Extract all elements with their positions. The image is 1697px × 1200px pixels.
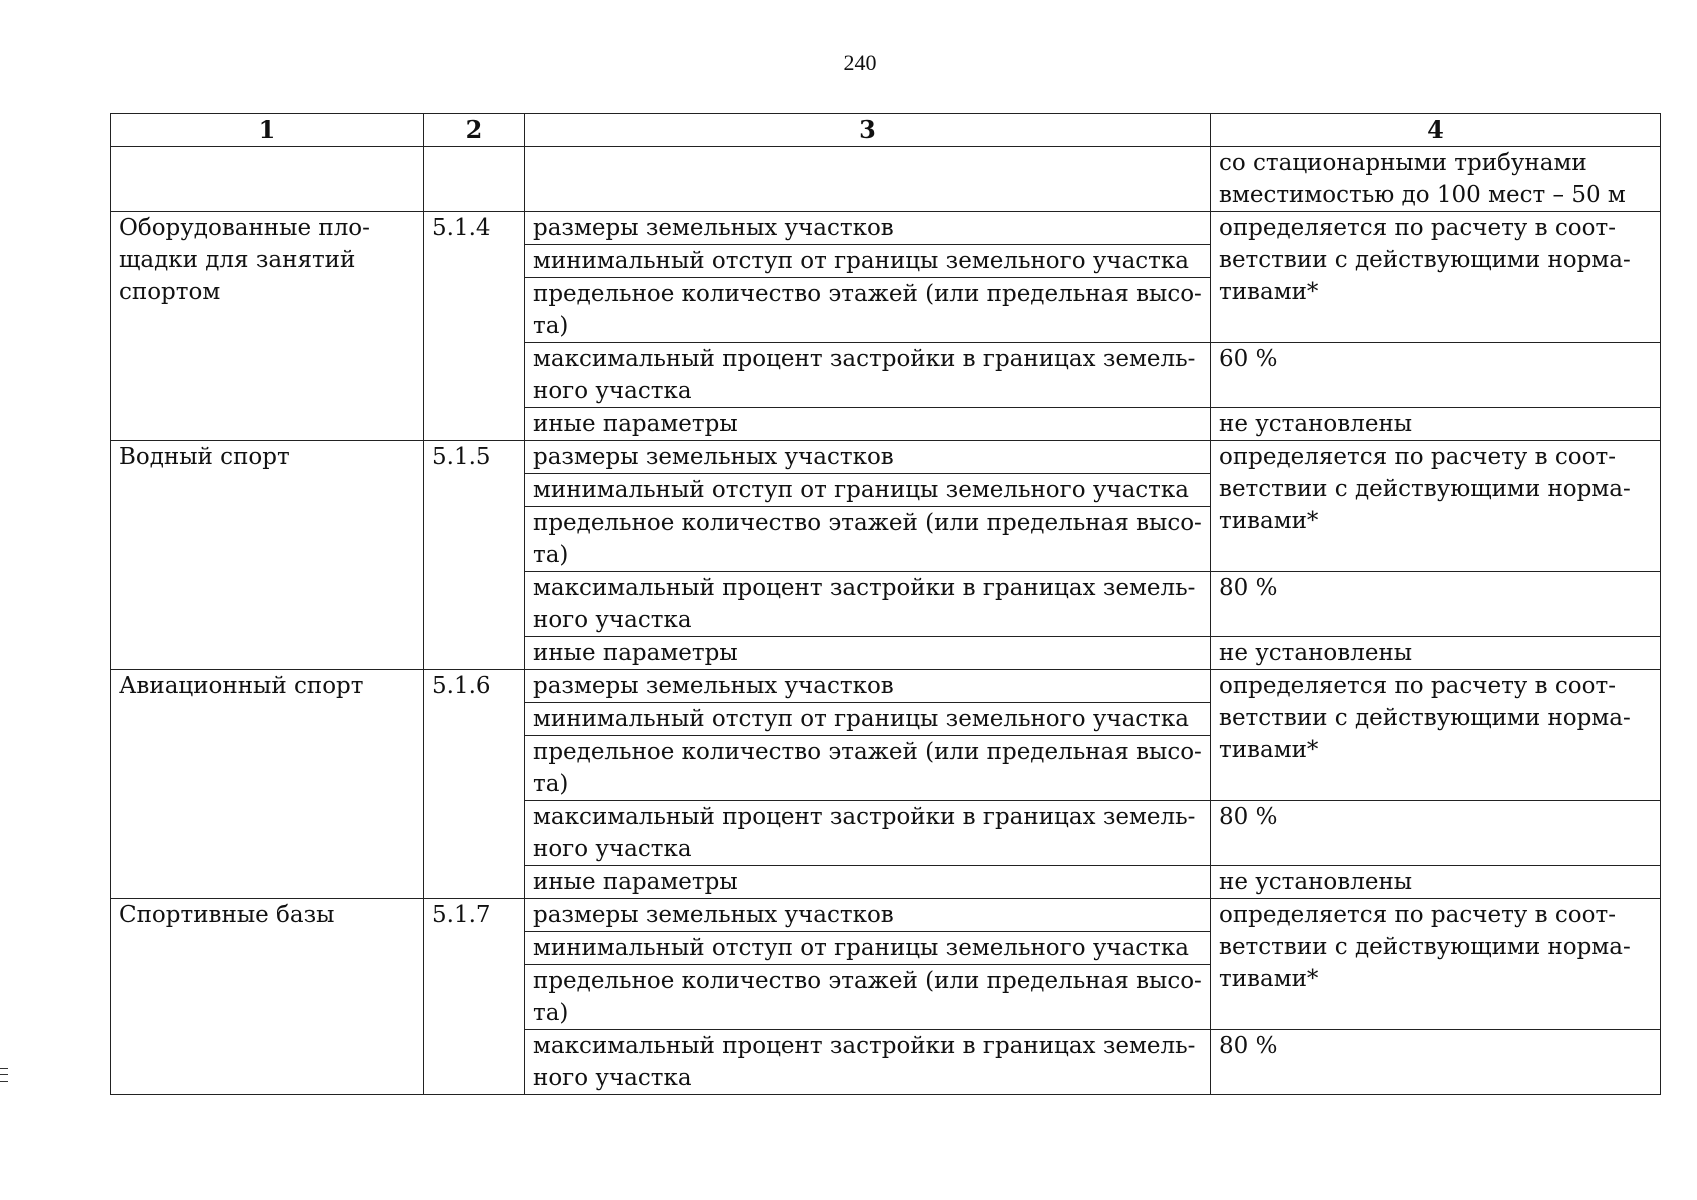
parameters-table	[110, 113, 1661, 1095]
continuation-col-1	[111, 147, 424, 212]
continuation-col-2	[424, 147, 525, 212]
param-cell: предельное количество этажей (или предельная высо-та)	[525, 736, 1211, 801]
header-col-1: 1	[111, 114, 424, 147]
table-row	[111, 670, 1661, 703]
param-cell: предельное количество этажей (или предельная высо-та)	[525, 507, 1211, 572]
continuation-col-4: со стационарными трибунами вместимостью до 100 мест – 50 м	[1211, 147, 1661, 212]
value-other: не установлены	[1211, 866, 1661, 899]
param-cell: минимальный отступ от границы земельного участка	[525, 932, 1211, 965]
value-calc: определяется по расчету в соот-ветствии с действующими норма-тивами*	[1211, 899, 1661, 1030]
table-row	[111, 899, 1661, 932]
param-cell: минимальный отступ от границы земельного участка	[525, 474, 1211, 507]
table-row	[111, 212, 1661, 245]
param-cell: максимальный процент застройки в границах земель-ного участка	[525, 1030, 1211, 1095]
header-row	[111, 114, 1661, 147]
group-name: Водный спорт	[111, 441, 424, 670]
value-other: не установлены	[1211, 408, 1661, 441]
param-cell: размеры земельных участков	[525, 670, 1211, 703]
param-cell: максимальный процент застройки в границах земель-ного участка	[525, 801, 1211, 866]
param-cell: иные параметры	[525, 637, 1211, 670]
group-name: Авиационный спорт	[111, 670, 424, 899]
param-cell: размеры земельных участков	[525, 899, 1211, 932]
value-calc: определяется по расчету в соот-ветствии с действующими норма-тивами*	[1211, 441, 1661, 572]
param-cell: размеры земельных участков	[525, 441, 1211, 474]
param-cell: иные параметры	[525, 866, 1211, 899]
param-cell: минимальный отступ от границы земельного участка	[525, 703, 1211, 736]
param-cell: минимальный отступ от границы земельного участка	[525, 245, 1211, 278]
group-code: 5.1.5	[424, 441, 525, 670]
param-cell: размеры земельных участков	[525, 212, 1211, 245]
continuation-col-3	[525, 147, 1211, 212]
group-code: 5.1.7	[424, 899, 525, 1095]
value-percent: 80 %	[1211, 801, 1661, 866]
page-number: 240	[843, 50, 877, 75]
value-other: не установлены	[1211, 637, 1661, 670]
value-calc: определяется по расчету в соот-ветствии с действующими норма-тивами*	[1211, 670, 1661, 801]
group-name: Оборудованные пло-щадки для занятий спортом	[111, 212, 424, 441]
value-percent: 60 %	[1211, 343, 1661, 408]
group-code: 5.1.6	[424, 670, 525, 899]
value-percent: 80 %	[1211, 1030, 1661, 1095]
param-cell: предельное количество этажей (или предельная высо-та)	[525, 278, 1211, 343]
value-calc: определяется по расчету в соот-ветствии с действующими норма-тивами*	[1211, 212, 1661, 343]
group-code: 5.1.4	[424, 212, 525, 441]
group-name: Спортивные базы	[111, 899, 424, 1095]
binding-edge-marks	[0, 1068, 8, 1082]
param-cell: максимальный процент застройки в границах земель-ного участка	[525, 343, 1211, 408]
param-cell: иные параметры	[525, 408, 1211, 441]
header-col-3: 3	[525, 114, 1211, 147]
continuation-row	[111, 147, 1661, 212]
table-row	[111, 441, 1661, 474]
param-cell: максимальный процент застройки в границах земель-ного участка	[525, 572, 1211, 637]
header-col-4: 4	[1211, 114, 1661, 147]
header-col-2: 2	[424, 114, 525, 147]
value-percent: 80 %	[1211, 572, 1661, 637]
param-cell: предельное количество этажей (или предельная высо-та)	[525, 965, 1211, 1030]
